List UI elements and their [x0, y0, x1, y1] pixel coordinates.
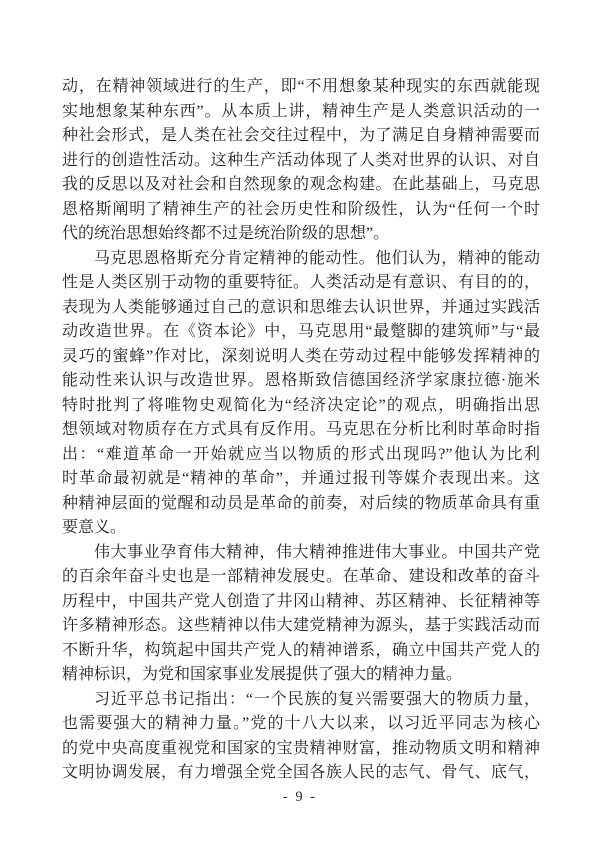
text-line: 也需要强大的精神力量。”党的十八大以来，以习近平同志为核心 [62, 715, 540, 732]
text-line: 种社会形式，是人类在社会交往过程中，为了满足自身精神需要而 [62, 127, 540, 144]
text-line: 的党中央高度重视党和国家的宝贵精神财富，推动物质文明和精神 [62, 739, 540, 757]
text-line: 出：“难道革命一开始就应当以物质的形式出现吗?”他认为比利 [62, 445, 540, 463]
text-line: 特时批判了将唯物史观简化为“经济决定论”的观点，明确指出思 [62, 396, 540, 414]
text-line: 历程中，中国共产党人创造了井冈山精神、苏区精神、长征精神等 [62, 592, 540, 610]
paragraph [62, 75, 540, 247]
page-body-text [62, 75, 540, 786]
text-line: 灵巧的蜜蜂”作对比，深刻说明人类在劳动过程中能够发挥精神的 [62, 347, 540, 365]
text-line: 实地想象某种东西”。从本质上讲，精神生产是人类意识活动的一 [62, 102, 540, 120]
text-line: 习近平总书记指出：“一个民族的复兴需要强大的物质力量， [94, 690, 540, 708]
text-line: 能动性来认识与改造世界。恩格斯致信德国经济学家康拉德·施米 [62, 372, 540, 389]
text-line: 表现为人类能够通过自己的意识和思维去认识世界，并通过实践活 [62, 298, 540, 316]
text-line: 想领域对物质存在方式具有反作用。马克思在分析比利时革命时指 [62, 421, 540, 438]
text-line: 代的统治思想始终都不过是统治阶级的思想”。 [62, 225, 390, 242]
text-line: 种精神层面的觉醒和动员是革命的前奏，对后续的物质革命具有重 [62, 494, 540, 512]
text-line: 进行的创造性活动。这种生产活动体现了人类对世界的认识、对自 [62, 151, 540, 169]
text-line: 马克思恩格斯充分肯定精神的能动性。他们认为，精神的能动 [94, 249, 540, 267]
text-line: 时革命最初就是“精神的革命”，并通过报刊等媒介表现出来。这 [62, 470, 540, 487]
paragraph [62, 541, 540, 688]
text-line: 的百余年奋斗史也是一部精神发展史。在革命、建设和改革的奋斗 [62, 568, 540, 585]
text-line: 恩格斯阐明了精神生产的社会历史性和阶级性，认为“任何一个时 [62, 200, 540, 218]
text-line: 要意义。 [62, 519, 127, 536]
text-line: 我的反思以及对社会和自然现象的观念构建。在此基础上，马克思 [62, 176, 540, 193]
text-line: 精神标识，为党和国家事业发展提供了强大的精神力量。 [62, 666, 463, 683]
text-line: 性是人类区别于动物的重要特征。人类活动是有意识、有目的的， [62, 274, 540, 291]
text-line: 不断升华，构筑起中国共产党人的精神谱系，确立中国共产党人的 [62, 641, 540, 659]
text-line: 动，在精神领域进行的生产，即“不用想象某种现实的东西就能现 [62, 78, 540, 95]
text-line: 许多精神形态。这些精神以伟大建党精神为源头，基于实践活动而 [62, 617, 540, 634]
paragraph [62, 688, 540, 786]
paragraph [62, 247, 540, 541]
text-line: 文明协调发展，有力增强全党全国各族人民的志气、骨气、底气， [62, 764, 540, 781]
text-line: 动改造世界。在《资本论》中，马克思用“最蹩脚的建筑师”与“最 [62, 323, 540, 340]
text-line: 伟大事业孕育伟大精神，伟大精神推进伟大事业。中国共产党 [94, 543, 540, 561]
page-number: - 9 - [282, 789, 318, 805]
